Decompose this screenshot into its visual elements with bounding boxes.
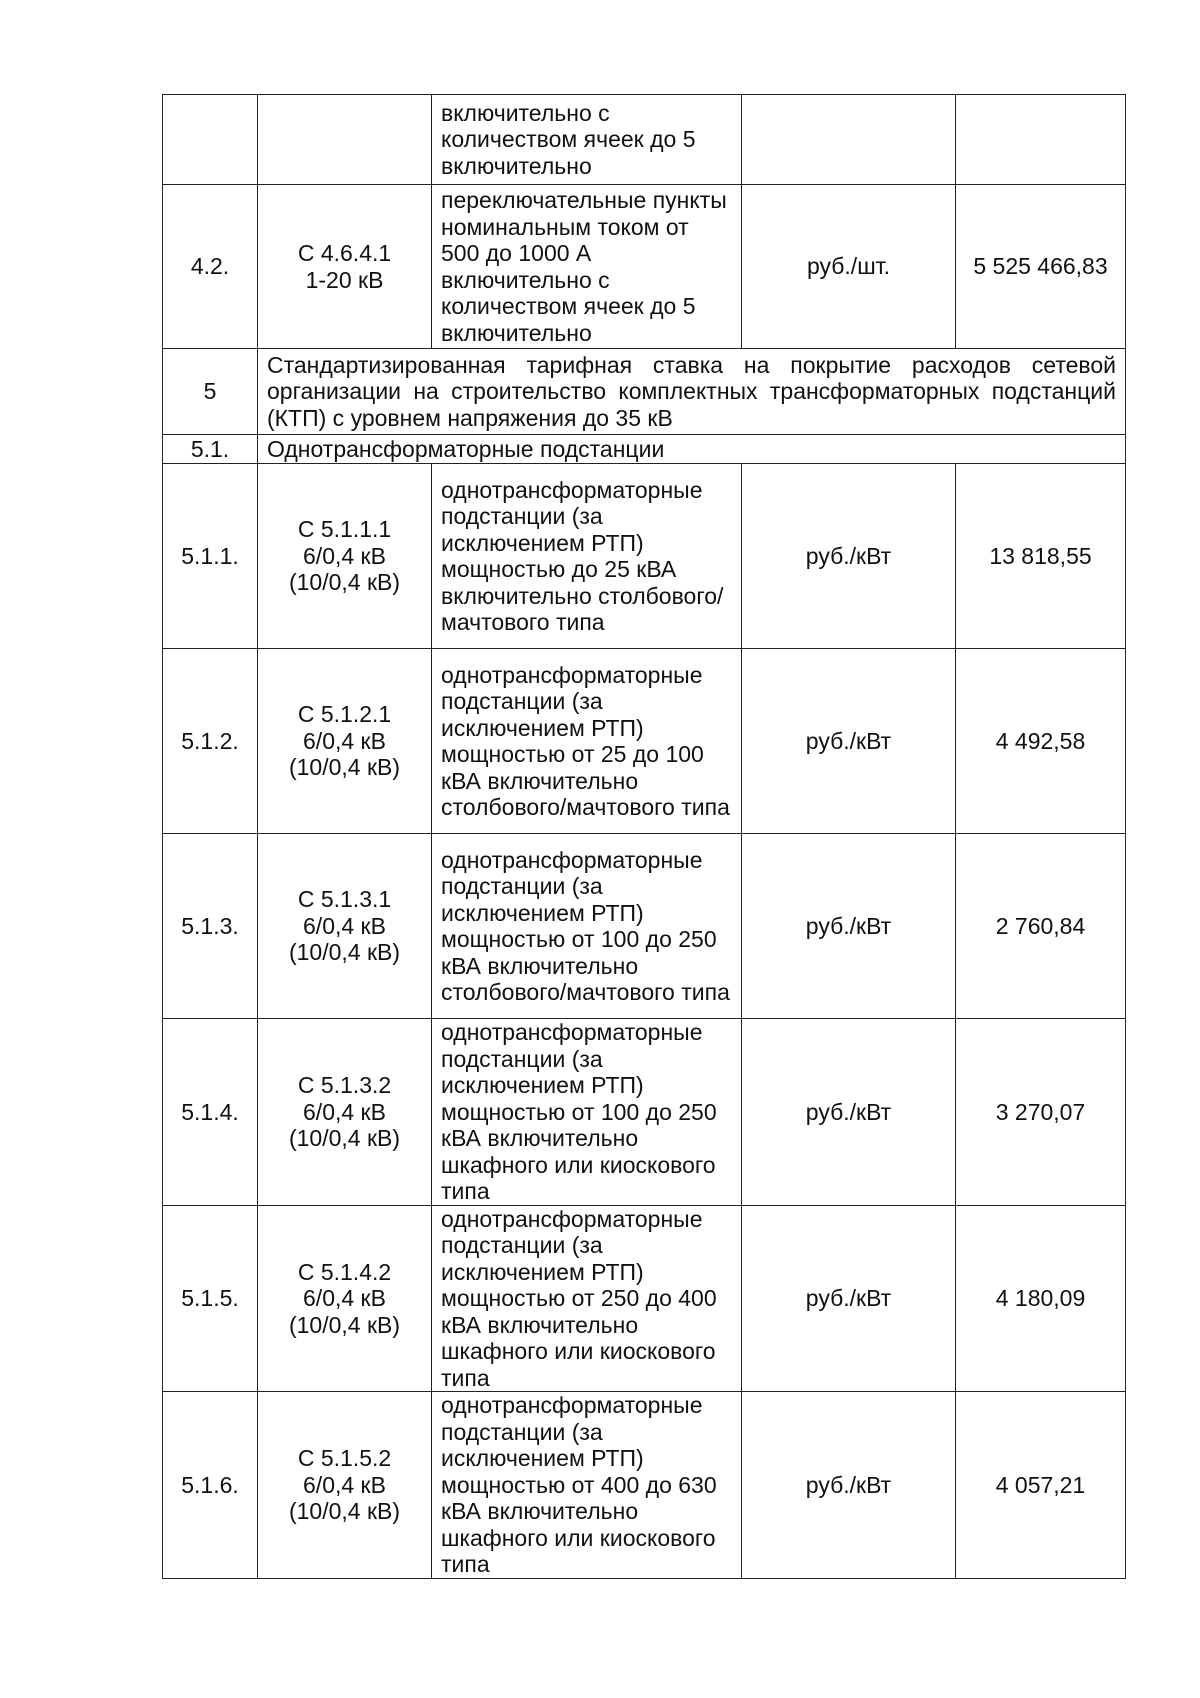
table-row bbox=[163, 834, 1126, 1019]
row-number: 4.2. bbox=[163, 185, 258, 349]
row-unit: руб./кВт bbox=[742, 1392, 956, 1579]
row-value: 4 180,09 bbox=[956, 1205, 1126, 1392]
code-line: С 5.1.2.1 bbox=[297, 701, 392, 728]
row-code bbox=[258, 1019, 432, 1206]
code-line: (10/0,4 кВ) bbox=[288, 1125, 401, 1151]
row-unit: руб./кВт bbox=[742, 649, 956, 834]
row-description: однотрансформаторные подстанции (за исключением РТП) мощностью до 25 кВА включительно столбового/мачтового типа bbox=[432, 464, 742, 649]
row-code bbox=[258, 1205, 432, 1392]
row-number: 5.1.4. bbox=[163, 1019, 258, 1206]
row-code bbox=[258, 464, 432, 649]
row-unit: руб./шт. bbox=[742, 185, 956, 349]
row-unit: руб./кВт bbox=[742, 834, 956, 1019]
table-row bbox=[163, 1205, 1126, 1392]
code-line: С 5.1.5.2 bbox=[297, 1445, 392, 1471]
table-row bbox=[163, 185, 1126, 349]
row-description: однотрансформаторные подстанции (за исключением РТП) мощностью от 100 до 250 кВА включительно шкафного или киоскового типа bbox=[432, 1019, 742, 1206]
subsection-row bbox=[163, 435, 1126, 464]
row-value: 5 525 466,83 bbox=[956, 185, 1126, 349]
row-unit bbox=[742, 95, 956, 185]
row-unit: руб./кВт bbox=[742, 1205, 956, 1392]
table-row bbox=[163, 95, 1126, 185]
section-title: Стандартизированная тарифная ставка на покрытие расходов сетевой организации на строительство комплектных трансформаторных подстанций (КТП) с уровнем напряжения до 35 кВ bbox=[258, 349, 1126, 435]
row-number: 5.1.6. bbox=[163, 1392, 258, 1579]
row-description: однотрансформаторные подстанции (за исключением РТП) мощностью от 100 до 250 кВА включительно столбового/мачтового типа bbox=[432, 834, 742, 1019]
row-description: однотрансформаторные подстанции (за исключением РТП) мощностью от 400 до 630 кВА включительно шкафного или киоскового типа bbox=[432, 1392, 742, 1579]
code-line: (10/0,4 кВ) bbox=[288, 1498, 401, 1524]
row-number bbox=[163, 95, 258, 185]
code-line: (10/0,4 кВ) bbox=[288, 754, 401, 781]
code-line: (10/0,4 кВ) bbox=[288, 1311, 401, 1338]
code-line: С 4.6.4.1 bbox=[297, 240, 392, 266]
table-row bbox=[163, 1019, 1126, 1206]
row-unit: руб./кВт bbox=[742, 1019, 956, 1206]
code-line: (10/0,4 кВ) bbox=[288, 939, 401, 966]
section-row bbox=[163, 349, 1126, 435]
row-code bbox=[258, 1392, 432, 1579]
row-number: 5.1.1. bbox=[163, 464, 258, 649]
subsection-number: 5.1. bbox=[163, 435, 258, 464]
code-line: (10/0,4 кВ) bbox=[288, 569, 401, 596]
code-line: 6/0,4 кВ bbox=[303, 727, 386, 754]
code-line: 6/0,4 кВ bbox=[303, 1471, 386, 1498]
row-number: 5.1.3. bbox=[163, 834, 258, 1019]
row-description: переключательные пункты номинальным током от 500 до 1000 А включительно с количеством ячеек до 5 включительно bbox=[432, 185, 742, 349]
row-value: 13 818,55 bbox=[956, 464, 1126, 649]
code-line: 6/0,4 кВ bbox=[303, 912, 386, 939]
code-line: 6/0,4 кВ bbox=[303, 1285, 386, 1311]
row-code bbox=[258, 95, 432, 185]
row-value bbox=[956, 95, 1126, 185]
code-line: С 5.1.1.1 bbox=[297, 516, 392, 543]
table-row bbox=[163, 649, 1126, 834]
section-number: 5 bbox=[163, 349, 258, 435]
subsection-title: Однотрансформаторные подстанции bbox=[258, 435, 1126, 464]
row-code bbox=[258, 834, 432, 1019]
row-value: 4 057,21 bbox=[956, 1392, 1126, 1579]
code-line: С 5.1.3.2 bbox=[297, 1072, 392, 1098]
code-line: 6/0,4 кВ bbox=[303, 1098, 386, 1125]
code-line: 6/0,4 кВ bbox=[303, 542, 386, 569]
code-line: С 5.1.3.1 bbox=[297, 886, 392, 913]
row-number: 5.1.2. bbox=[163, 649, 258, 834]
row-description: однотрансформаторные подстанции (за исключением РТП) мощностью от 250 до 400 кВА включительно шкафного или киоскового типа bbox=[432, 1205, 742, 1392]
row-number: 5.1.5. bbox=[163, 1205, 258, 1392]
table-row bbox=[163, 1392, 1126, 1579]
row-code bbox=[258, 649, 432, 834]
row-unit: руб./кВт bbox=[742, 464, 956, 649]
row-value: 3 270,07 bbox=[956, 1019, 1126, 1206]
row-value: 2 760,84 bbox=[956, 834, 1126, 1019]
row-description: включительно с количеством ячеек до 5 включительно bbox=[432, 95, 742, 185]
row-code bbox=[258, 185, 432, 349]
tariff-table bbox=[162, 94, 1126, 1579]
code-line: 1-20 кВ bbox=[305, 266, 384, 293]
row-description: однотрансформаторные подстанции (за исключением РТП) мощностью от 25 до 100 кВА включительно столбового/мачтового типа bbox=[432, 649, 742, 834]
row-value: 4 492,58 bbox=[956, 649, 1126, 834]
code-line: С 5.1.4.2 bbox=[297, 1258, 392, 1285]
table-row bbox=[163, 464, 1126, 649]
